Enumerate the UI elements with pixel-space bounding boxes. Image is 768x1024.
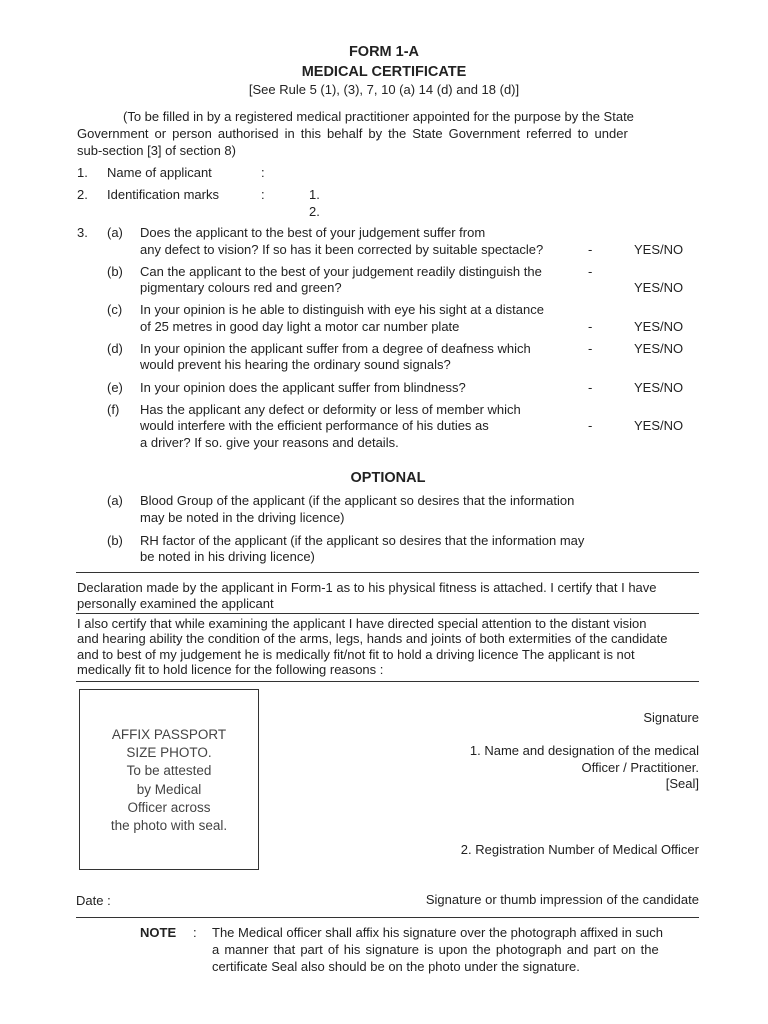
divider-top [76, 572, 699, 573]
officer-name-line-1: 1. Name and designation of the medical [469, 743, 699, 758]
q3f-text-line-3: a driver? If so. give your reasons and details. [140, 435, 399, 450]
seal-label: [Seal] [665, 776, 699, 791]
q3b-dash: - [588, 264, 593, 279]
photo-instruction-line-2: SIZE PHOTO. [126, 745, 212, 761]
q3a-tag: (a) [107, 225, 123, 240]
divider-bottom [76, 917, 699, 918]
q3b-answer: YES/NO [634, 280, 684, 295]
field-2-number: 2. [77, 187, 88, 202]
passport-photo-box [79, 689, 259, 870]
blood-group-line-2: may be noted in the driving licence) [140, 510, 345, 525]
photo-instruction-line-1: AFFIX PASSPORT [111, 727, 227, 742]
q3c-text-line-2: of 25 metres in good day light a motor car number plate [140, 319, 460, 334]
note-label: NOTE [140, 925, 177, 940]
identification-mark-1: 1. [309, 187, 320, 202]
divider-lower [76, 681, 699, 682]
signature-label: Signature [643, 710, 699, 725]
q3c-answer: YES/NO [634, 319, 684, 334]
certificate-title: MEDICAL CERTIFICATE [301, 64, 467, 80]
photo-instruction-line-4: by Medical [136, 781, 202, 797]
q3d-answer: YES/NO [634, 341, 684, 356]
photo-instruction-line-5: Officer across [127, 799, 211, 815]
blood-group-line-1: Blood Group of the applicant (if the applicant so desires that the information [140, 493, 575, 508]
q3f-text-line-1: Has the applicant any defect or deformity or less of member which [140, 402, 521, 417]
date-label: Date : [76, 893, 111, 908]
declaration-line-2: personally examined the applicant [77, 596, 274, 611]
q3d-text-line-2: would prevent his hearing the ordinary sound signals? [140, 357, 451, 372]
photo-instruction-line-6: the photo with seal. [110, 818, 228, 834]
q3a-dash: - [588, 242, 593, 257]
certify-line-3: and to best of my judgement he is medically fit/not fit to hold a driving licence The applicant is not [77, 647, 635, 662]
note-line-3: certificate Seal also should be on the photo under the signature. [212, 959, 580, 974]
q3c-dash: - [588, 319, 593, 334]
q3b-text-line-1: Can the applicant to the best of your judgement readily distinguish the [140, 264, 542, 279]
intro-line-1: (To be filled in by a registered medical practitioner appointed for the purpose by the State [123, 109, 634, 124]
rh-factor-line-2: be noted in his driving licence) [140, 549, 315, 564]
q3e-tag: (e) [107, 380, 123, 395]
certify-line-4: medically fit to hold licence for the following reasons : [77, 662, 384, 677]
q3e-text-line-1: In your opinion does the applicant suffer from blindness? [140, 380, 466, 395]
certify-line-1: I also certify that while examining the applicant I have directed special attention to the distant vision [77, 616, 647, 631]
officer-name-line-2: Officer / Practitioner. [581, 760, 699, 775]
form-title: FORM 1-A [348, 44, 420, 60]
q3d-dash: - [588, 341, 593, 356]
intro-line-3: sub-section [3] of section 8) [77, 143, 236, 158]
intro-line-2: Government or person authorised in this behalf by the State Government referred to under [77, 126, 628, 141]
question-3-number: 3. [77, 225, 88, 240]
identification-mark-2: 2. [309, 204, 320, 219]
note-line-2: a manner that part of his signature is upon the photograph and part on the [212, 942, 659, 957]
field-1-colon: : [261, 165, 265, 180]
divider-middle [76, 613, 699, 614]
q3b-tag: (b) [107, 264, 123, 279]
q3e-dash: - [588, 380, 593, 395]
photo-instructions [80, 726, 258, 835]
q3a-text-line-1: Does the applicant to the best of your judgement suffer from [140, 225, 486, 240]
rh-factor-line-1: RH factor of the applicant (if the applicant so desires that the information may [140, 533, 585, 548]
declaration-line-1: Declaration made by the applicant in Form-1 as to his physical fitness is attached. I certify that I have [77, 580, 657, 595]
field-2-colon: : [261, 187, 265, 202]
optional-b-tag: (b) [107, 533, 123, 548]
q3b-text-line-2: pigmentary colours red and green? [140, 280, 342, 295]
photo-instruction-line-3: To be attested [126, 763, 212, 779]
q3a-text-line-2: any defect to vision? If so has it been corrected by suitable spectacle? [140, 242, 544, 257]
q3f-answer: YES/NO [634, 418, 684, 433]
name-of-applicant-label: Name of applicant [107, 165, 212, 180]
certify-line-2: and hearing ability the condition of the arms, legs, hands and joints of both extermities of the candidate [77, 631, 668, 646]
rule-reference: [See Rule 5 (1), (3), 7, 10 (a) 14 (d) and 18 (d)] [248, 82, 520, 97]
optional-a-tag: (a) [107, 493, 123, 508]
q3f-text-line-2: would interfere with the efficient performance of his duties as [140, 418, 489, 433]
optional-heading: OPTIONAL [350, 470, 426, 486]
candidate-signature-label: Signature or thumb impression of the candidate [425, 892, 699, 907]
q3f-dash: - [588, 418, 593, 433]
q3c-tag: (c) [107, 302, 123, 317]
q3f-tag: (f) [107, 402, 120, 417]
q3c-text-line-1: In your opinion is he able to distinguish with eye his sight at a distance [140, 302, 544, 317]
q3d-text-line-1: In your opinion the applicant suffer from a degree of deafness which [140, 341, 531, 356]
field-1-number: 1. [77, 165, 88, 180]
q3a-answer: YES/NO [634, 242, 684, 257]
note-colon: : [193, 925, 197, 940]
note-line-1: The Medical officer shall affix his signature over the photograph affixed in such [212, 925, 663, 940]
identification-marks-label: Identification marks [107, 187, 219, 202]
q3e-answer: YES/NO [634, 380, 684, 395]
q3d-tag: (d) [107, 341, 123, 356]
registration-number-label: 2. Registration Number of Medical Officer [460, 842, 699, 857]
